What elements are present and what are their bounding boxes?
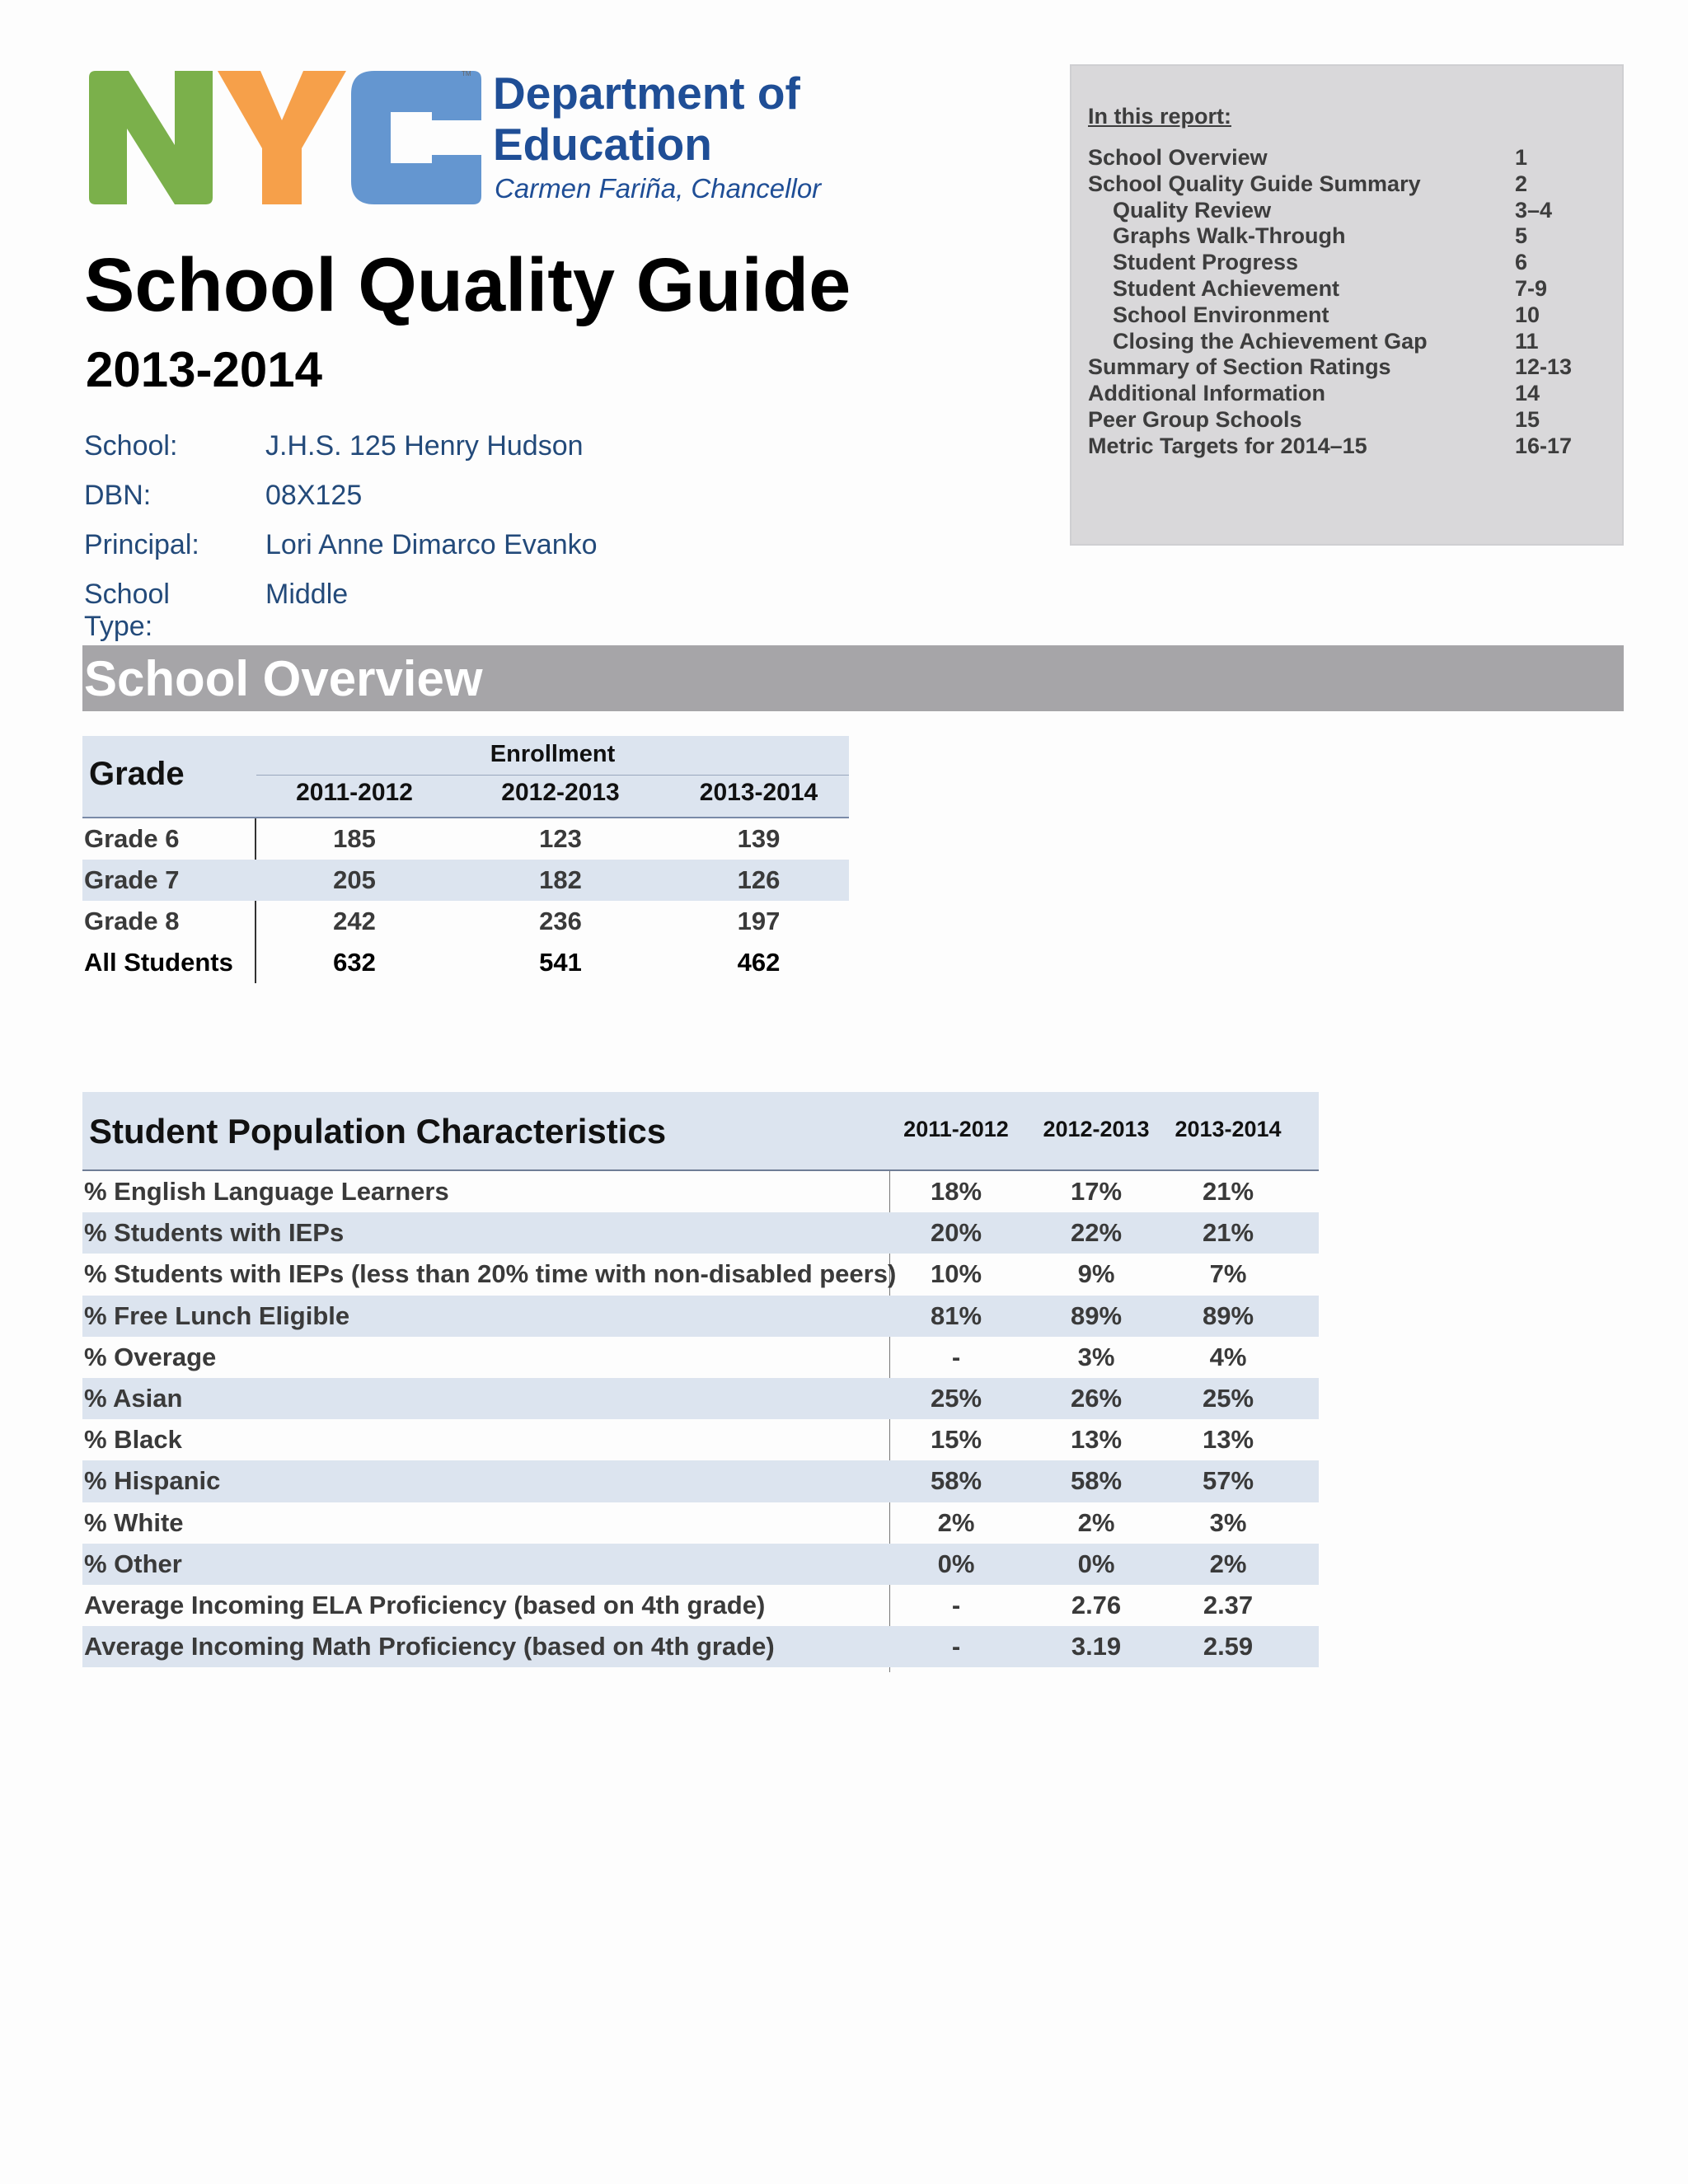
cell-value: 205: [333, 865, 376, 894]
toc-item-page: 12-13: [1515, 354, 1573, 380]
toc-item-label: Metric Targets for 2014–15: [1088, 433, 1367, 458]
toc-item[interactable]: [1088, 302, 1615, 329]
svg-text:TM: TM: [462, 70, 471, 77]
toc-heading: In this report:: [1088, 104, 1231, 129]
table-row: [82, 1460, 1319, 1502]
cell-value: -: [951, 1632, 961, 1661]
cell-value: 9%: [1077, 1259, 1115, 1289]
cell-value: 462: [737, 948, 781, 977]
year-column-header: 2012-2013: [501, 779, 620, 806]
row-label: Grade 7: [84, 865, 180, 894]
table-row: [82, 1502, 1319, 1544]
enrollment-table: [82, 736, 849, 983]
toc-item-label: School Overview: [1088, 145, 1268, 170]
year-column-header: 2013-2014: [699, 779, 818, 806]
cell-value: 541: [539, 948, 582, 977]
row-label: Average Incoming ELA Proficiency (based on 4th grade): [84, 1590, 766, 1619]
toc-item-page: 16-17: [1515, 433, 1573, 458]
toc-item-label: Closing the Achievement Gap: [1113, 328, 1428, 354]
cell-value: 2.37: [1203, 1590, 1254, 1619]
cell-value: 15%: [930, 1425, 982, 1455]
population-table-title: Student Population Characteristics: [89, 1112, 667, 1151]
logo-letter-c: [351, 71, 481, 204]
cell-value: 0%: [1077, 1549, 1115, 1578]
cell-value: 18%: [930, 1177, 982, 1206]
cell-value: 139: [737, 824, 781, 853]
cell-value: 123: [539, 824, 582, 853]
toc-item-label: Peer Group Schools: [1088, 406, 1302, 432]
cell-value: 7%: [1209, 1259, 1247, 1289]
table-row: [82, 1626, 1319, 1667]
cell-value: 20%: [930, 1218, 982, 1248]
table-row: [82, 1585, 1319, 1626]
toc-item[interactable]: [1088, 381, 1615, 407]
toc-item[interactable]: [1088, 329, 1615, 355]
toc-item-page: 7-9: [1515, 275, 1548, 301]
table-of-contents: [1070, 64, 1624, 546]
toc-item-label: Additional Information: [1088, 381, 1325, 406]
info-value: 08X125: [265, 480, 363, 511]
toc-item-page: 3–4: [1515, 197, 1553, 223]
nyc-logo-mark: [86, 69, 483, 206]
toc-item-label: School Environment: [1113, 302, 1329, 327]
toc-item-page: 1: [1515, 145, 1528, 170]
toc-item-label: Student Achievement: [1113, 275, 1340, 301]
page-title: School Quality Guide: [84, 243, 851, 327]
cell-value: 58%: [1070, 1466, 1123, 1496]
cell-value: 632: [333, 948, 376, 977]
row-label: % Black: [84, 1425, 182, 1455]
cell-value: 0%: [937, 1549, 975, 1578]
info-value: J.H.S. 125 Henry Hudson: [265, 430, 584, 462]
toc-item-label: Student Progress: [1113, 250, 1299, 275]
toc-item-page: 10: [1515, 302, 1540, 327]
toc-list: [1088, 145, 1615, 460]
cell-value: 3%: [1077, 1342, 1115, 1371]
row-label: All Students: [84, 948, 233, 977]
logo-letter-n: [89, 71, 213, 204]
year-column-header: 2011-2012: [903, 1117, 1009, 1141]
toc-item[interactable]: [1088, 407, 1615, 434]
enrollment-group-header: Enrollment: [490, 741, 616, 767]
cell-value: 26%: [1070, 1383, 1123, 1413]
header-divider: [256, 775, 849, 776]
toc-item[interactable]: [1088, 145, 1615, 171]
table-row: [82, 1544, 1319, 1585]
cell-value: 58%: [930, 1466, 982, 1496]
row-label: % Other: [84, 1549, 182, 1578]
toc-item-page: 5: [1515, 223, 1528, 249]
cell-value: 3%: [1209, 1507, 1247, 1537]
logo-letter-y: [218, 71, 346, 204]
cell-value: 25%: [1202, 1383, 1254, 1413]
cell-value: -: [951, 1342, 961, 1371]
grade-column-header: Grade: [89, 756, 185, 792]
cell-value: -: [951, 1590, 961, 1619]
cell-value: 3.19: [1071, 1632, 1122, 1661]
table-row: [82, 1171, 1319, 1212]
population-table: [82, 1092, 1319, 1667]
toc-item-page: 11: [1515, 328, 1539, 354]
row-label: % Free Lunch Eligible: [84, 1301, 350, 1330]
cell-value: 182: [539, 865, 582, 894]
toc-item[interactable]: [1088, 198, 1615, 224]
row-label: Grade 6: [84, 824, 180, 853]
section-title: School Overview: [84, 651, 483, 706]
row-label: % White: [84, 1507, 184, 1537]
info-label: DBN:: [84, 480, 152, 511]
cell-value: 2%: [1077, 1507, 1115, 1537]
row-label: Average Incoming Math Proficiency (based on 4th grade): [84, 1632, 775, 1661]
table-row: [82, 1419, 1319, 1460]
toc-item-label: School Quality Guide Summary: [1088, 171, 1421, 196]
info-value: Lori Anne Dimarco Evanko: [265, 529, 598, 560]
info-label: School Type:: [84, 579, 170, 642]
cell-value: 81%: [930, 1301, 982, 1330]
table-row: [82, 1296, 1319, 1337]
toc-item-page: 14: [1515, 381, 1540, 406]
cell-value: 10%: [930, 1259, 982, 1289]
info-label: Principal:: [84, 529, 199, 560]
row-label: % Overage: [84, 1342, 217, 1371]
table-row: [82, 1254, 1319, 1295]
department-line-1: Department of: [493, 68, 800, 119]
table-body: [82, 818, 849, 983]
toc-item-page: 2: [1515, 171, 1528, 196]
row-label: Grade 8: [84, 907, 180, 935]
cell-value: 2%: [937, 1507, 975, 1537]
table-row: [82, 1337, 1319, 1378]
cell-value: 17%: [1070, 1177, 1123, 1206]
toc-item[interactable]: [1088, 276, 1615, 302]
cell-value: 21%: [1202, 1218, 1254, 1248]
row-label: % Hispanic: [84, 1466, 221, 1496]
year-column-header: 2011-2012: [296, 779, 413, 806]
info-value: Middle: [265, 579, 349, 610]
year-column-header: 2013-2014: [1175, 1117, 1282, 1141]
report-year: 2013-2014: [86, 342, 322, 397]
cell-value: 89%: [1202, 1301, 1254, 1330]
cell-value: 57%: [1202, 1466, 1254, 1496]
cell-value: 185: [333, 824, 376, 853]
cell-value: 236: [539, 907, 582, 935]
toc-item[interactable]: [1088, 223, 1615, 250]
nyc-doe-logo: [86, 68, 844, 208]
cell-value: 2%: [1209, 1549, 1247, 1578]
table-header: [82, 736, 849, 818]
toc-item-label: Graphs Walk-Through: [1113, 223, 1346, 249]
table-body: [82, 1171, 1319, 1667]
row-label: % Students with IEPs (less than 20% time with non-disabled peers): [84, 1259, 897, 1289]
department-name: [493, 68, 800, 170]
toc-item[interactable]: [1088, 354, 1615, 381]
cell-value: 197: [737, 907, 781, 935]
cell-value: 2.76: [1071, 1590, 1122, 1619]
row-label: % Asian: [84, 1383, 183, 1413]
toc-item-page: 6: [1515, 250, 1528, 275]
toc-item[interactable]: [1088, 434, 1615, 460]
row-label: % Students with IEPs: [84, 1218, 345, 1248]
year-column-header: 2012-2013: [1043, 1117, 1150, 1141]
info-label: School:: [84, 430, 178, 462]
cell-value: 4%: [1209, 1342, 1247, 1371]
table-row: [82, 860, 849, 901]
table-row: [82, 901, 849, 942]
table-row: [82, 818, 849, 860]
cell-value: 89%: [1070, 1301, 1123, 1330]
section-header-bar: [82, 645, 1624, 711]
cell-value: 126: [737, 865, 781, 894]
cell-value: 13%: [1202, 1425, 1254, 1455]
cell-value: 22%: [1070, 1218, 1123, 1248]
cell-value: 13%: [1070, 1425, 1123, 1455]
chancellor-name: Carmen Fariña, Chancellor: [495, 173, 822, 204]
cell-value: 2.59: [1203, 1632, 1254, 1661]
toc-item-label: Summary of Section Ratings: [1088, 354, 1391, 380]
table-row-total: [82, 942, 849, 983]
cell-value: 242: [333, 907, 376, 935]
table-row: [82, 1378, 1319, 1419]
department-line-2: Education: [493, 119, 712, 170]
toc-item-page: 15: [1515, 406, 1540, 432]
toc-item-label: Quality Review: [1113, 197, 1272, 223]
cell-value: 21%: [1202, 1177, 1254, 1206]
table-header: [82, 1092, 1319, 1171]
toc-item[interactable]: [1088, 250, 1615, 276]
cell-value: 25%: [930, 1383, 982, 1413]
row-label: % English Language Learners: [84, 1177, 449, 1206]
table-row: [82, 1212, 1319, 1254]
toc-item[interactable]: [1088, 171, 1615, 198]
